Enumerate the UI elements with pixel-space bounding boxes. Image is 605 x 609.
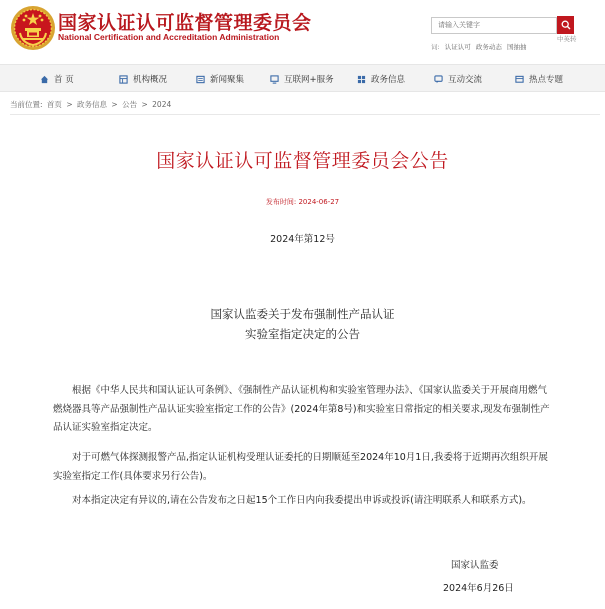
breadcrumb-separator: >: [111, 100, 118, 109]
news-icon: [196, 75, 205, 84]
hot-words: [431, 42, 529, 51]
signer: 国家认监委: [451, 560, 499, 571]
publish-time: [0, 197, 605, 207]
sign-date: 2024年6月26日: [443, 583, 514, 594]
language-switch-link[interactable]: 中英转: [557, 35, 577, 43]
hot-words-label: 词:: [431, 43, 440, 51]
breadcrumb-separator: >: [66, 100, 73, 109]
breadcrumb-item-gov-info[interactable]: 政务信息: [77, 100, 107, 109]
search-input[interactable]: [431, 17, 557, 34]
org-icon: [119, 75, 128, 84]
nav-item-home[interactable]: [40, 65, 74, 93]
body-paragraph: 根据《中华人民共和国认证认可条例》、《强制性产品认证机构和实验室管理办法》、《国家认监委关于开展商用燃气燃烧器具等产品强制性产品认证实验室指定工作的公告》(2024年第8号)和实验室日常指定的相关要求,现发布强制性产品认证实验室指定决定。: [53, 385, 550, 433]
body-paragraph: 对于可燃气体探测报警产品,指定认证机构受理认证委托的日期顺延至2024年10月1日,我委将于近期再次组织开展实验室指定工作(具体要求另行公告)。: [53, 452, 548, 482]
org-name-cn[interactable]: 国家认证认可监督管理委员会: [58, 12, 312, 34]
breadcrumb-separator: >: [141, 100, 148, 109]
body-paragraph: 对本指定决定有异议的,请在公告发布之日起15个工作日内向我委提出申诉或投诉(请注明联系人和联系方式)。: [72, 495, 532, 506]
notice-title: [0, 304, 605, 344]
nav-item-org[interactable]: [119, 65, 167, 93]
publish-time-date: 2024-06-27: [298, 198, 340, 206]
nav-item-internet-service[interactable]: [270, 65, 334, 93]
hot-topic-icon: [515, 75, 524, 84]
breadcrumb-divider: [10, 114, 600, 115]
nav-item-label: 首 页: [54, 75, 74, 85]
notice-title-line: 国家认监委关于发布强制性产品认证: [210, 307, 395, 321]
publish-time-label: 发布时间:: [265, 198, 297, 206]
nav-item-gov-info[interactable]: [357, 65, 405, 93]
breadcrumb-item-year[interactable]: 2024: [152, 100, 172, 109]
nav-item-label: 互联网+服务: [284, 75, 334, 85]
search-icon: [561, 20, 571, 30]
interaction-icon: [434, 75, 443, 84]
nav-item-label: 机构概况: [133, 75, 168, 85]
notice-title-line: 实验室指定决定的公告: [245, 327, 360, 341]
breadcrumb: [10, 99, 173, 110]
hot-word-link[interactable]: 认证认可: [444, 43, 471, 51]
page-title: 国家认证认可监督管理委员会公告: [156, 150, 449, 172]
hot-word-link[interactable]: 政务动态: [475, 43, 502, 51]
document-number: 2024年第12号: [270, 234, 335, 245]
site-header: [0, 0, 605, 60]
home-icon: [40, 75, 49, 84]
gov-info-icon: [357, 75, 366, 84]
nav-item-hot-topic[interactable]: [515, 65, 563, 93]
internet-service-icon: [270, 75, 279, 84]
nav-item-label: 政务信息: [371, 75, 406, 85]
nav-item-interaction[interactable]: [434, 65, 482, 93]
main-nav: [0, 64, 605, 92]
breadcrumb-item-notice[interactable]: 公告: [122, 100, 138, 109]
search-button[interactable]: [557, 16, 574, 34]
breadcrumb-prefix: 当前位置:: [10, 100, 43, 109]
nav-item-label: 互动交流: [448, 75, 483, 85]
national-emblem-icon[interactable]: [10, 5, 56, 51]
breadcrumb-item-home[interactable]: 首页: [46, 100, 62, 109]
nav-item-label: 热点专题: [529, 75, 564, 85]
nav-item-label: 新闻聚集: [210, 75, 245, 85]
org-name-en[interactable]: National Certification and Accreditation Administration: [58, 32, 280, 42]
nav-item-news[interactable]: [196, 65, 244, 93]
hot-word-link[interactable]: 国抽抽: [506, 43, 527, 51]
